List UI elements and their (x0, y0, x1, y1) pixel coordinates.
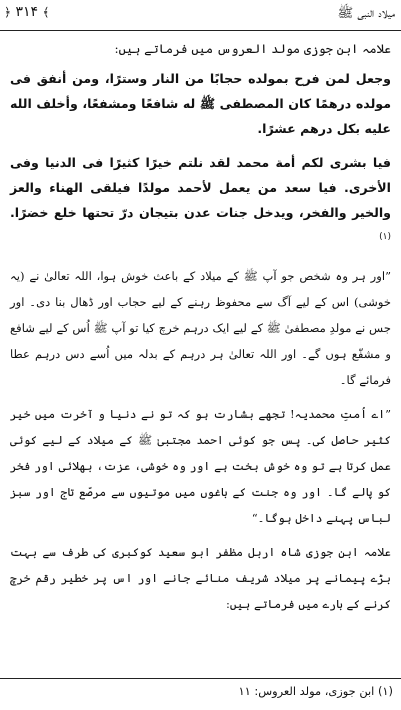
arabic-quote-2-text: فيا بشری لكم أمة محمد لقد نلتم خيرًا كثيرًا فی الدنيا وفی الأخری. فيا سعد من يعمل لأحمد مولدًا فيلقی الهناء والعز والخير والفخر، ويدخل جنات عدن بتيجان درّ تحتها خلع خضرًا. (10, 155, 391, 220)
urdu-commentary: علامہ ابن جوزی شاہ اربل مظفر ابو سعید کوکبری کی طرف سے بہت بڑے پیمانے پر میلاد شریف منائے جانے اور اس پر خطیر رقم خرچ کرنے کے بارے میں فرماتے ہیں: (10, 545, 391, 612)
ornament-right: ﴿ (4, 5, 12, 19)
page-body (10, 36, 391, 617)
footnote-divider (0, 678, 401, 679)
footnote-text: ابن جوزی، مولد العروس: ۱۱ (238, 684, 375, 698)
footnote (8, 684, 393, 698)
arabic-quote-1: وجعل لمن فرح بمولده حجابًا من النار وسترًا، ومن أنفق فی مولده درهمًا كان المصطفی ﷺ له شافعًا ومشفعًا، وأخلف الله عليه بكل درهم عشرًا. (10, 71, 391, 136)
intro-line: علامہ ابن جوزی مولد العروس میں فرماتے ہیں: (114, 42, 391, 56)
page-number: ۳۱۴ (15, 4, 39, 20)
footnote-number: (۱) (377, 684, 393, 698)
ornament-left: ﴾ (42, 5, 50, 19)
page-number-block (4, 4, 50, 20)
page-header (0, 0, 401, 31)
urdu-translation-1: ”اور ہر وہ شخص جو آپ ﷺ کے میلاد کے باعث خوش ہوا، اللہ تعالیٰ نے (یہ خوشی) اس کے لیے آگ سے محفوظ رہنے کے لیے حجاب اور ڈھال بنا دی۔ اور جس نے مولدِ مصطفیٰ ﷺ کے لیے ایک درہم خرچ کیا تو آپ ﷺ اُس کے لیے شافع و مشفّع ہوں گے۔ اور اللہ تعالیٰ ہر درہم کے بدلہ میں اُسے دس درہم عطا فرمائے گا۔ (10, 269, 391, 388)
arabic-quote-2 (10, 150, 391, 252)
urdu-translation-2: ”اے اُمتِ محمدیہ! تجھے بشارت ہو کہ تو نے دنیا و آخرت میں خیر کثیر حاصل کی۔ پس جو کوئی احمد مجتبیٰ ﷺ کے میلاد کے لیے کوئی عمل کرتا ہے تو وہ خوش بخت ہے اور وہ خوشی، عزت، بھلائی اور فخر کو پالے گا۔ اور وہ جنت کے باغوں میں موتیوں سے مرصّع تاج اور سبز لباس پہنے داخل ہوگا۔“ (10, 407, 391, 526)
footnote-marker: (۱) (379, 232, 391, 242)
book-title: میلاد النبی ﷺ (337, 6, 395, 21)
